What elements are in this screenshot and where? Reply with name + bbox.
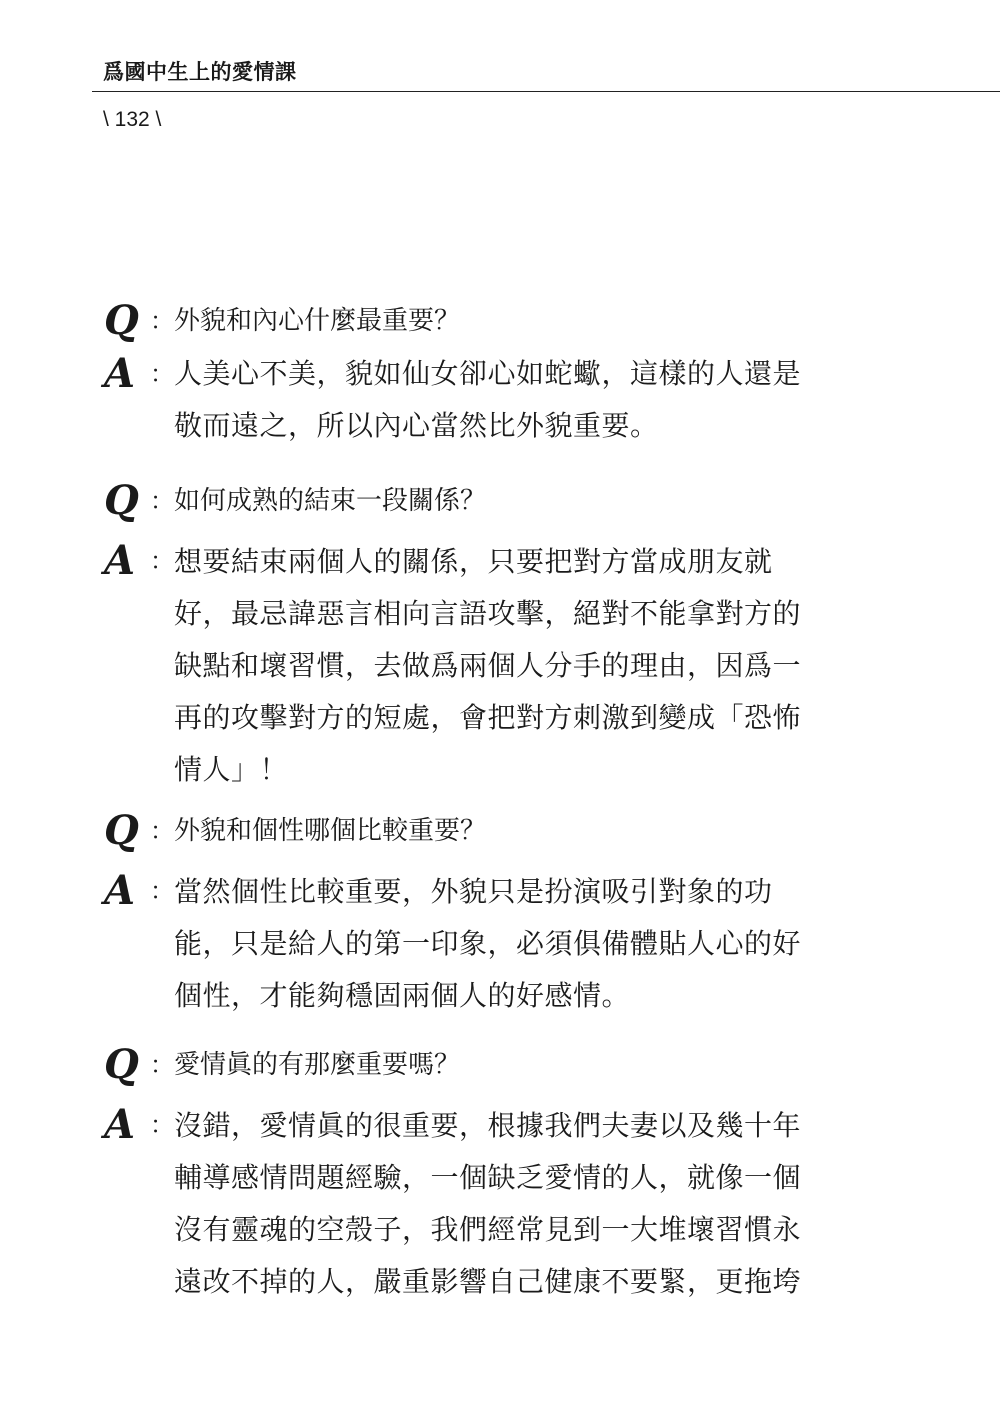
answer-row [0, 348, 1000, 452]
answer-row [0, 528, 1000, 788]
book-title: 爲國中生上的愛情課 [103, 60, 297, 84]
answer-row [0, 858, 1000, 1014]
qa-item [0, 298, 1000, 452]
header-divider [92, 91, 1000, 92]
answer-line: 能，只是給人的第一印象，必須俱備體貼人心的好 [174, 927, 802, 960]
answer-row [0, 1092, 1000, 1300]
answer-line: 輔導感情問題經驗，一個缺乏愛情的人，就像一個 [174, 1161, 802, 1194]
question-colon: ： [150, 1051, 174, 1079]
question-mark: Q [104, 297, 139, 344]
question-colon: ： [150, 307, 174, 335]
question-mark: Q [104, 1041, 139, 1088]
page-number: \ 132 \ [103, 108, 162, 131]
question-row [0, 1042, 1000, 1092]
qa-item [0, 808, 1000, 1014]
question-colon: ： [150, 487, 174, 515]
question-row [0, 808, 1000, 858]
answer-line: 缺點和壞習慣，去做爲兩個人分手的理由，因爲一 [174, 649, 802, 682]
answer-mark: A [104, 537, 136, 584]
answer-colon: ： [150, 1111, 174, 1139]
answer-line: 想要結束兩個人的關係，只要把對方當成朋友就 [174, 545, 773, 578]
answer-colon: ： [150, 547, 174, 575]
question-text: 外貌和內心什麼最重要？ [174, 306, 461, 336]
answer-colon: ： [150, 360, 174, 388]
answer-text [174, 1100, 834, 1308]
answer-line: 情人」！ [174, 753, 289, 786]
answer-text [174, 866, 834, 1022]
question-text: 外貌和個性哪個比較重要？ [174, 816, 487, 846]
answer-line: 遠改不掉的人，嚴重影響自己健康不要緊，更拖垮 [174, 1265, 802, 1298]
answer-line: 敬而遠之，所以內心當然比外貌重要。 [174, 409, 659, 442]
answer-text [174, 348, 834, 452]
answer-line: 沒有靈魂的空殼子，我們經常見到一大堆壞習慣永 [174, 1213, 802, 1246]
answer-line: 個性，才能夠穩固兩個人的好感情。 [174, 979, 631, 1012]
answer-mark: A [104, 350, 136, 397]
question-row [0, 298, 1000, 348]
answer-line: 好，最忌諱惡言相向言語攻擊，絕對不能拿對方的 [174, 597, 802, 630]
question-mark: Q [104, 807, 139, 854]
qa-item [0, 478, 1000, 788]
question-text: 愛情眞的有那麼重要嗎？ [174, 1050, 461, 1080]
answer-text [174, 536, 834, 796]
question-colon: ： [150, 817, 174, 845]
answer-line: 再的攻擊對方的短處，會把對方刺激到變成「恐怖 [174, 701, 802, 734]
answer-mark: A [104, 1101, 136, 1148]
answer-line: 沒錯，愛情眞的很重要，根據我們夫妻以及幾十年 [174, 1109, 802, 1142]
answer-line: 人美心不美，貌如仙女卻心如蛇蠍，這樣的人還是 [174, 357, 802, 390]
question-mark: Q [104, 477, 139, 524]
answer-mark: A [104, 867, 136, 914]
answer-line: 當然個性比較重要，外貌只是扮演吸引對象的功 [174, 875, 773, 908]
answer-colon: ： [150, 877, 174, 905]
qa-item [0, 1042, 1000, 1300]
question-row [0, 478, 1000, 528]
question-text: 如何成熟的結束一段關係？ [174, 486, 487, 516]
